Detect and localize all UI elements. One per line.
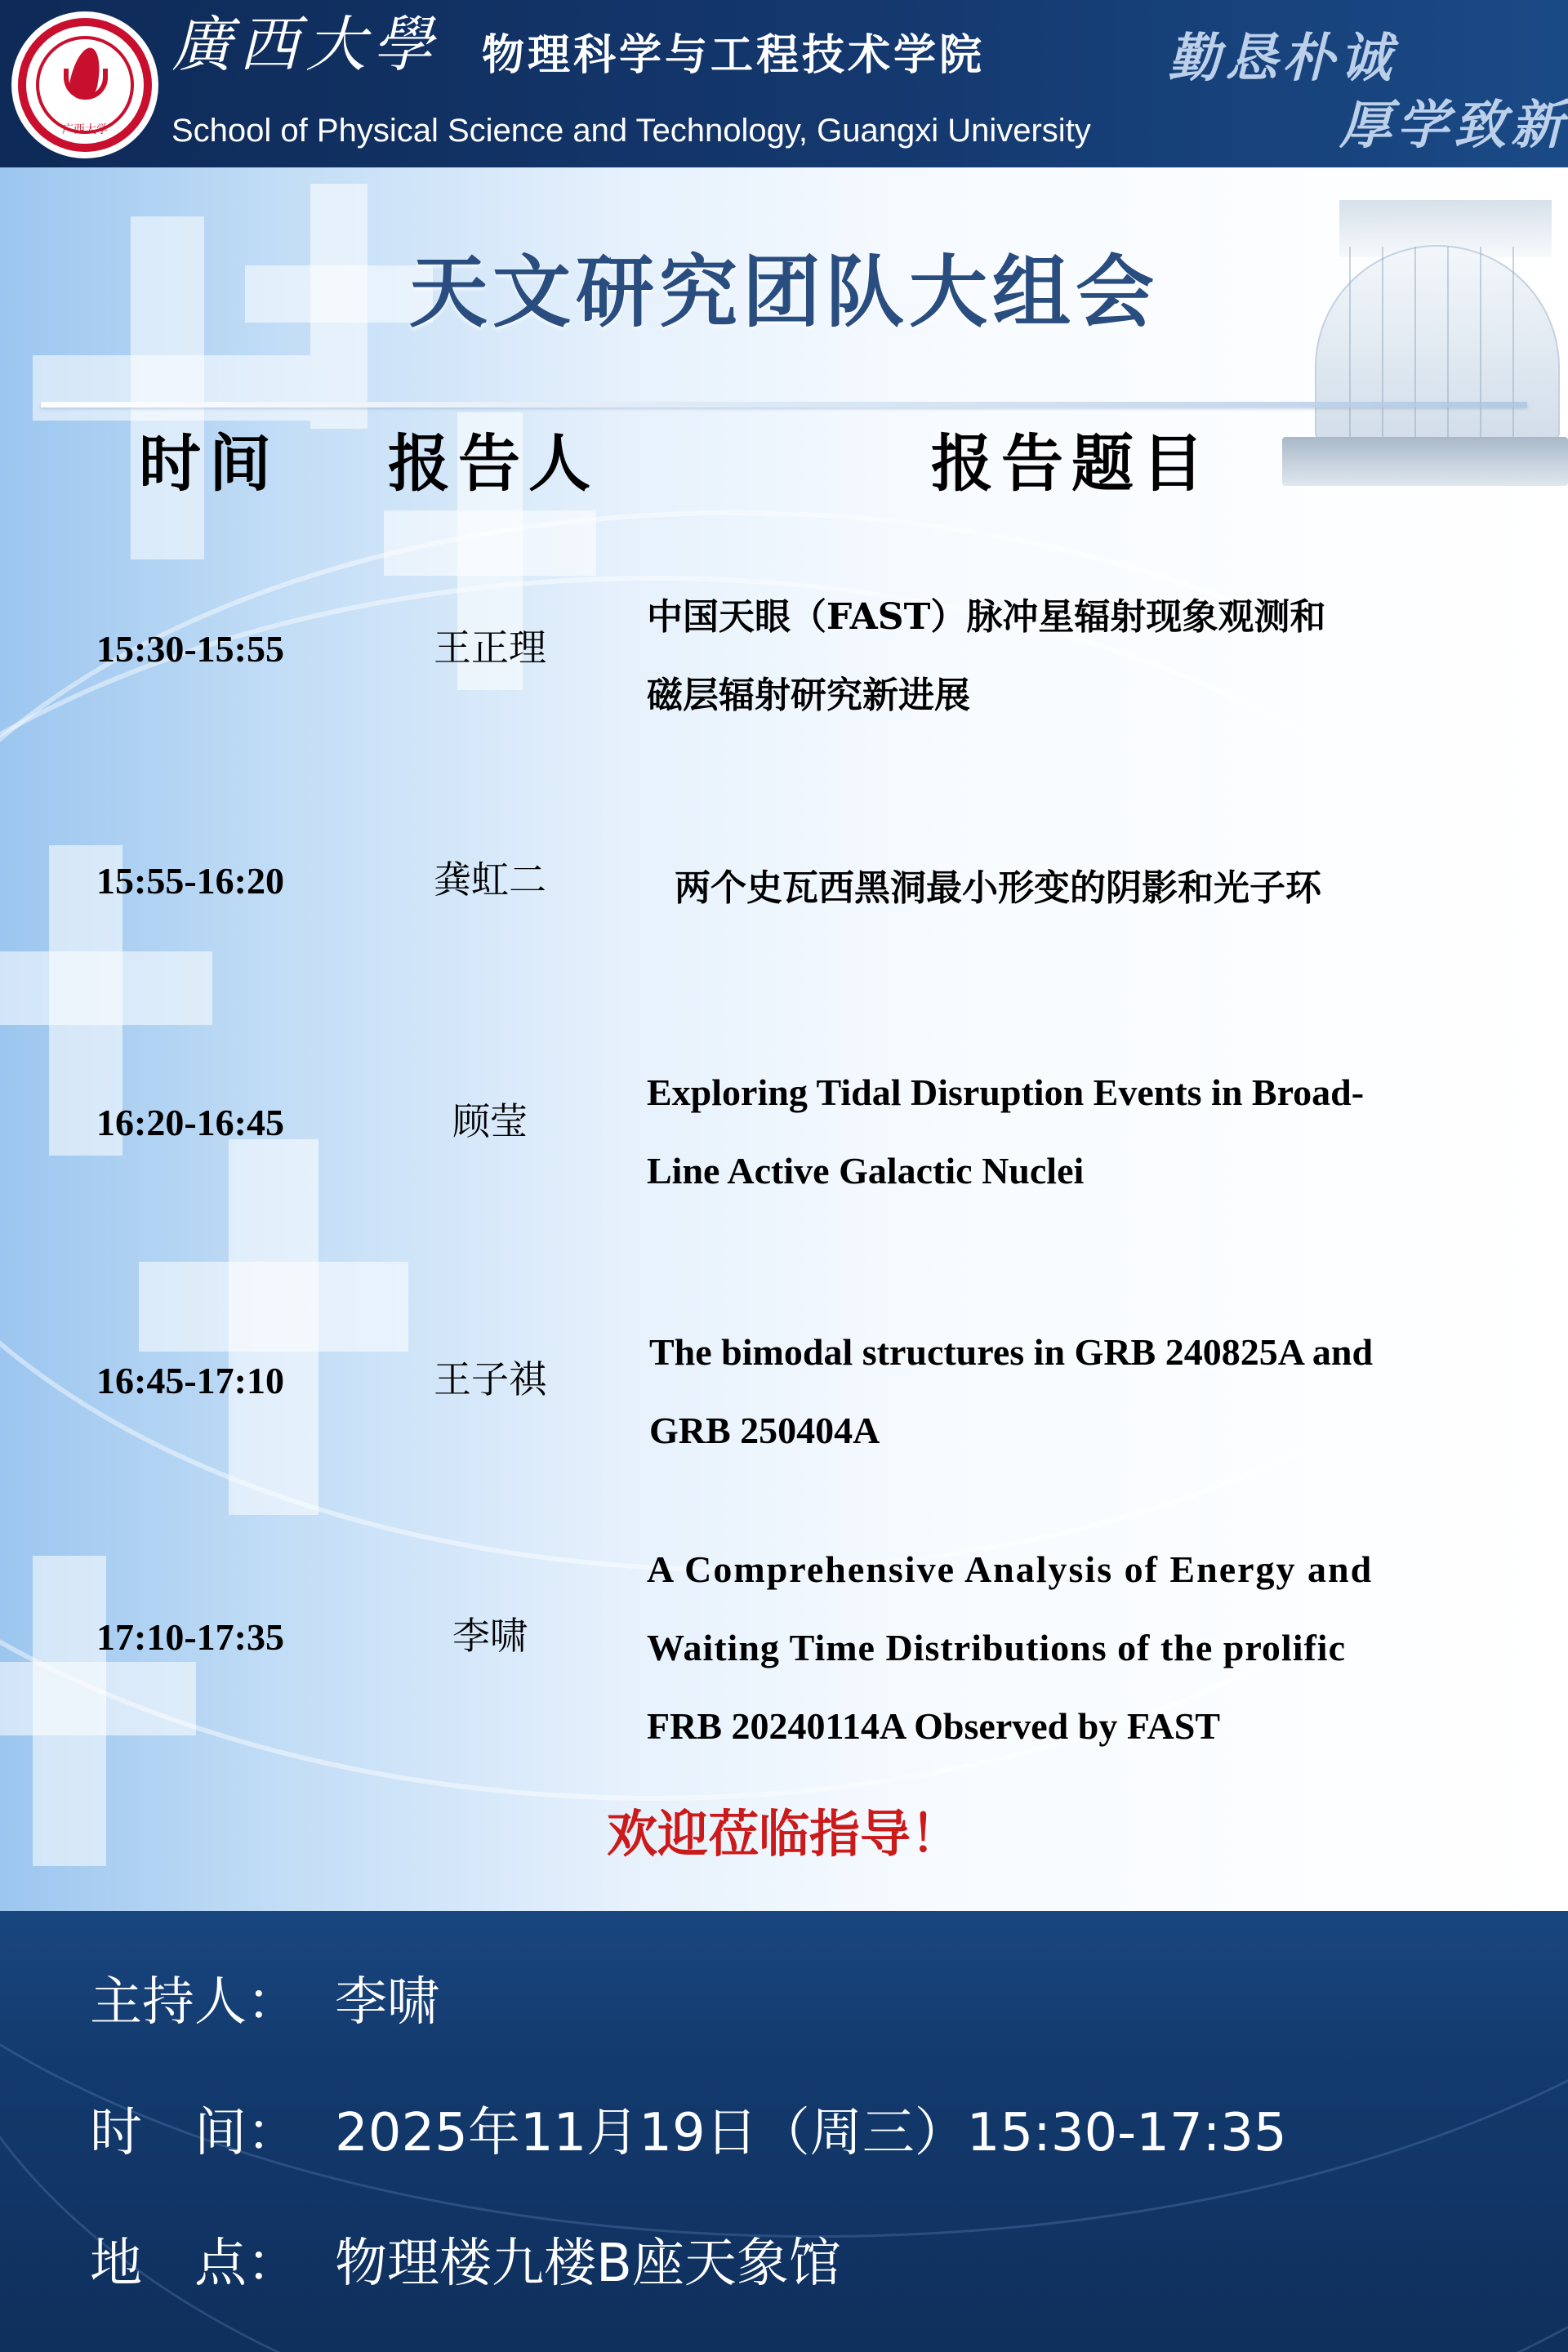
header-banner <box>0 0 1568 167</box>
row-speaker: 李啸 <box>452 1614 528 1658</box>
host-value: 李啸 <box>335 1972 439 2033</box>
motto-line-2: 厚学致新 <box>1339 95 1568 156</box>
row-time: 15:55-16:20 <box>96 860 284 902</box>
row-speaker: 顾莹 <box>452 1099 528 1143</box>
row-time: 16:45-17:10 <box>96 1360 284 1401</box>
host-label: 主持人： <box>90 1972 299 2033</box>
row-topic-line: Waiting Time Distributions of the prolific <box>647 1627 1347 1668</box>
column-header-topic: 报告题目 <box>931 427 1212 500</box>
column-header-speaker: 报告人 <box>388 427 599 500</box>
row-topic-line: 两个史瓦西黑洞最小形变的阴影和光子环 <box>675 867 1321 909</box>
row-topic-line: 中国天眼（FAST）脉冲星辐射现象观测和 <box>647 596 1326 638</box>
welcome-message: 欢迎莅临指导！ <box>606 1804 961 1864</box>
row-topic-line: The bimodal structures in GRB 240825A and <box>649 1331 1374 1373</box>
place-label: 地 点： <box>90 2234 299 2294</box>
time-value: 2025年11月19日（周三）15:30-17:35 <box>335 2103 1287 2163</box>
title-divider <box>41 402 1527 408</box>
row-speaker: 龚虹二 <box>434 858 546 902</box>
university-emblem-icon <box>11 11 158 158</box>
row-topic <box>647 578 1504 735</box>
time-line <box>90 2103 1287 2163</box>
row-topic-line: 磁层辐射研究新进展 <box>647 675 970 716</box>
place-value: 物理楼九楼B座天象馆 <box>335 2234 841 2294</box>
row-speaker: 王正理 <box>434 626 546 670</box>
school-name-cn: 物理科学与工程技术学院 <box>482 31 986 80</box>
column-header-time: 时间 <box>139 427 279 500</box>
page-title: 天文研究团队大组会 <box>409 247 1159 338</box>
host-line <box>90 1972 439 2033</box>
place-line <box>90 2234 841 2294</box>
row-time: 15:30-15:55 <box>96 628 284 670</box>
motto-line-1: 勤恳朴诚 <box>1168 28 1396 89</box>
row-topic-line: FRB 20240114A Observed by FAST <box>647 1705 1220 1747</box>
row-topic <box>675 849 1532 928</box>
emblem-text: 广西大学 <box>62 123 108 136</box>
row-time: 17:10-17:35 <box>96 1616 284 1658</box>
row-topic-line: Line Active Galactic Nuclei <box>647 1150 1085 1192</box>
row-topic <box>647 1530 1504 1766</box>
school-name-en: School of Physical Science and Technology, Guangxi University <box>172 113 1091 149</box>
row-topic <box>649 1313 1507 1470</box>
time-label: 时 间： <box>90 2103 299 2163</box>
row-topic-line: A Comprehensive Analysis of Energy and <box>647 1548 1374 1590</box>
row-time: 16:20-16:45 <box>96 1102 284 1143</box>
observatory-base <box>1282 437 1568 486</box>
row-speaker: 王子祺 <box>434 1357 546 1401</box>
row-topic-line: GRB 250404A <box>649 1410 880 1451</box>
row-topic-line: Exploring Tidal Disruption Events in Broad- <box>647 1071 1365 1113</box>
decor-cross <box>33 355 310 421</box>
row-topic <box>647 1054 1504 1210</box>
university-name: 廣西大學 <box>172 10 439 80</box>
